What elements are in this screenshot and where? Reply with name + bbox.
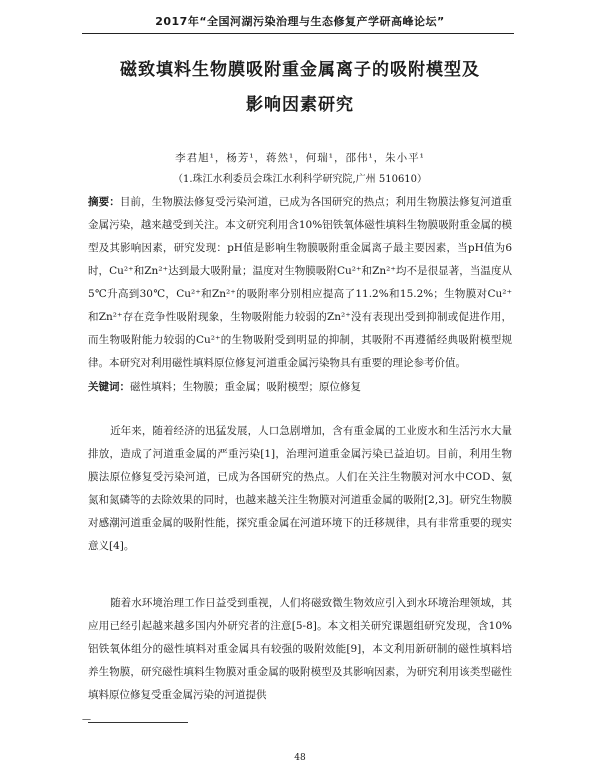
running-head: 2017年“全国河湖污染治理与生态修复产学研高峰论坛” — [155, 15, 445, 28]
keywords-text: 磁性填料；生物膜；重金属；吸附模型；原位修复 — [130, 381, 361, 393]
author-list: 李君旭¹，杨芳¹，蒋然¹，何瑞¹，邵伟¹，朱小平¹ — [175, 152, 425, 164]
keywords — [88, 379, 512, 394]
keywords-label: 关键词： — [88, 381, 130, 393]
paper-title-line2: 影响因素研究 — [246, 95, 354, 115]
affiliation: （1.珠江水利委员会珠江水利科学研究院,广州 510610） — [172, 174, 428, 185]
footnote-dash: — — [82, 715, 91, 725]
body-paragraph-2 — [88, 592, 512, 707]
paper-title-line1: 磁致填料生物膜吸附重金属离子的吸附模型及 — [120, 60, 480, 80]
body-paragraph-1-text: 近年来，随着经济的迅猛发展，人口急剧增加，含有重金属的工业废水和生活污水大量排放，造成了河道重金属的严重污染[1]，治理河道重金属污染已益迫切。目前，利用生物膜法原位修复受污染河道，已成为各国研究的热点。人们在关注生物膜对河水中COD、氨氮和氮磷等的去除效果的同时，也越来越关注生物膜对河道重金属的吸附[2,3]。研究生物膜对感潮河道重金属的吸附性能，探究重金属在河道环境下的迁移规律，具有非常重要的现实意义[4]。 — [88, 425, 512, 552]
header-rule — [82, 33, 514, 34]
body-paragraph-2-text: 随着水环境治理工作日益受到重视，人们将磁致微生物效应引入到水环境治理领域，其应用已经引起越来越多国内外研究者的注意[5-8]。本文相关研究课题组研究发现，含10%铝铁氧体组分的磁性填料对重金属具有较强的吸附效能[9]，本文利用新研制的磁性填料培养生物膜，研究磁性填料生物膜对重金属的吸附模型及其影响因素，为研究利用该类型磁性填料原位修复受重金属污染的河道提供 — [88, 597, 512, 701]
body-paragraph-1 — [88, 420, 512, 558]
abstract-text: 目前，生物膜法修复受污染河道，已成为各国研究的热点；利用生物膜法修复河道重金属污染，越来越受到关注。本文研究利用含10%铝铁氧体磁性填料生物膜吸附重金属的模型及其影响因素，研究发现：pH值是影响生物膜吸附重金属离子最主要因素，当pH值为6时，Cu²⁺和Zn²⁺达到最大吸附量；温度对生物膜吸附Cu²⁺和Zn²⁺均不是很显著，当温度从5℃升高到30℃，Cu²⁺和Zn²⁺的吸附率分别相应提高了11.2%和15.2%；生物膜对Cu²⁺和Zn²⁺存在竞争性吸附现象，生物吸附能力较弱的Zn²⁺没有表现出受到抑制或促进作用，而生物吸附能力较弱的Cu²⁺的生物吸附受到明显的抑制，其吸附不再遵循经典吸附模型规律。本研究对利用磁性填料原位修复河道重金属污染物具有重要的理论参考价值。 — [88, 196, 513, 369]
abstract-label: 摘要： — [88, 196, 120, 208]
abstract — [88, 191, 512, 375]
footnote-rule — [88, 722, 188, 723]
page-number: 48 — [294, 753, 306, 763]
